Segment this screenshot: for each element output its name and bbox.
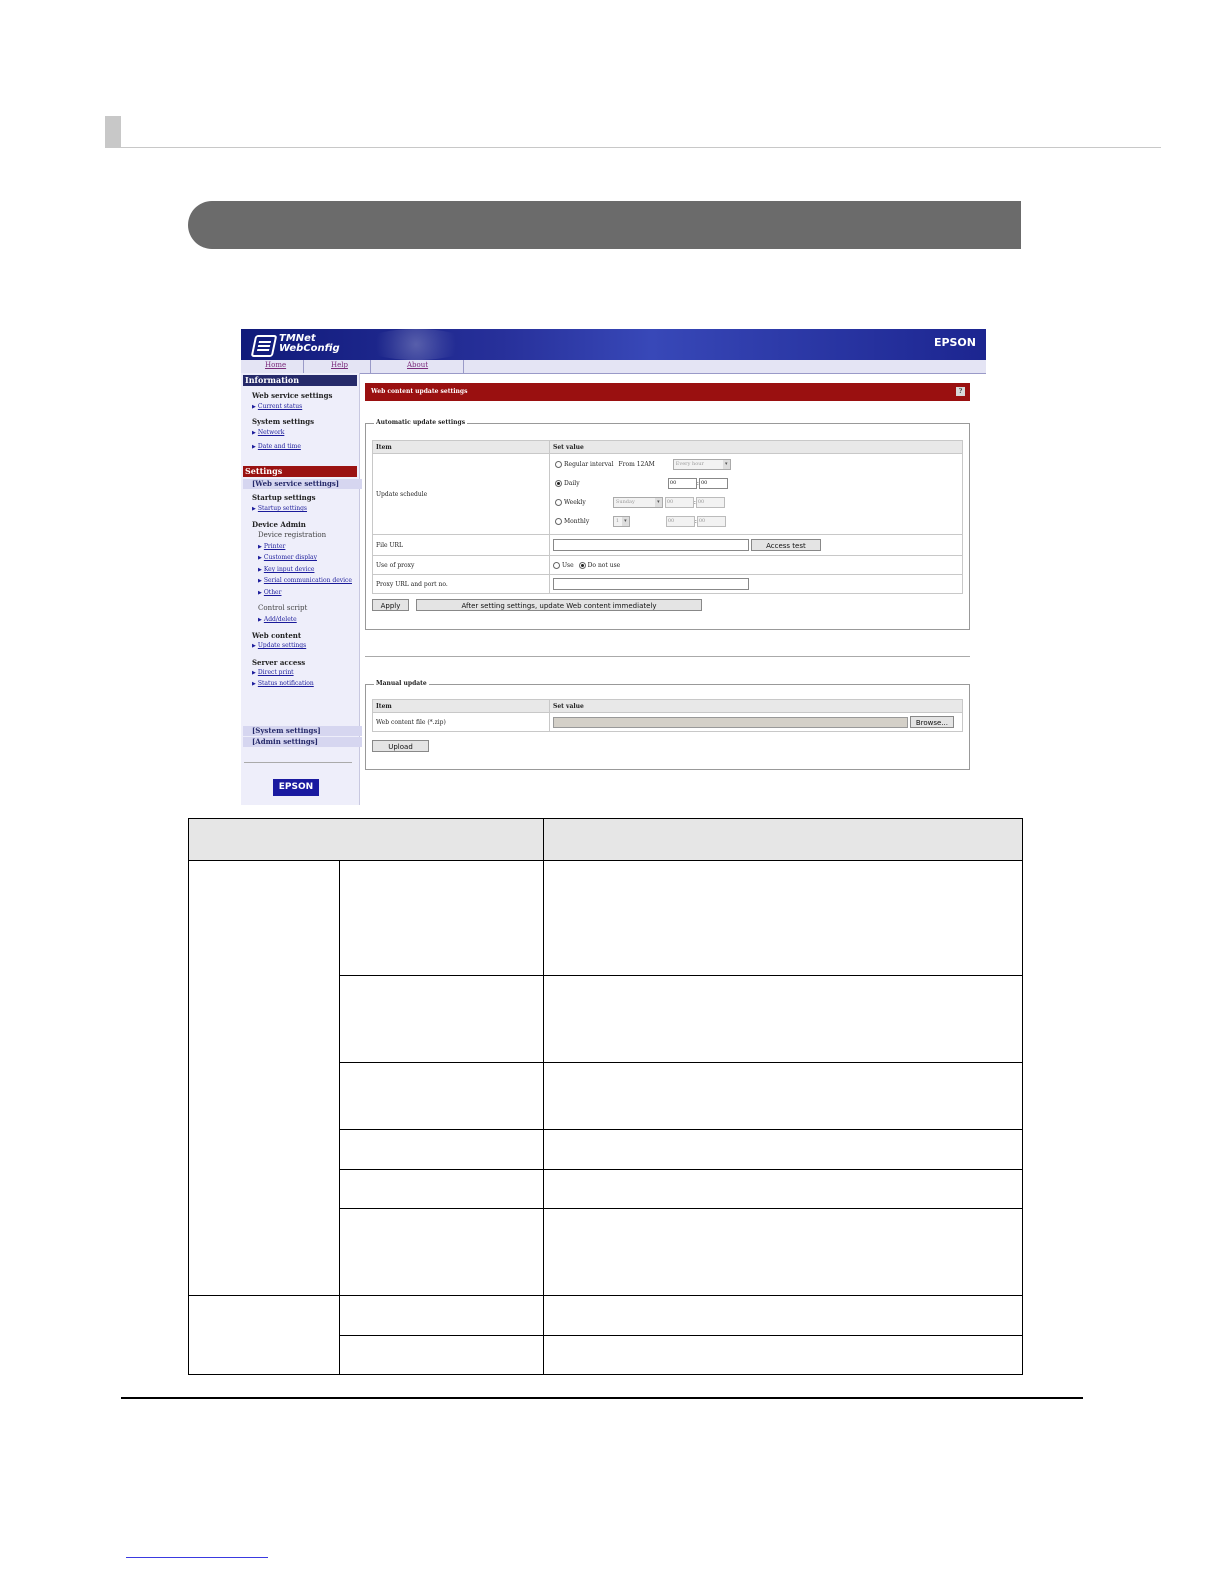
monthly-hour-input[interactable]: 00	[666, 516, 695, 527]
description-row-divider	[339, 1062, 1022, 1063]
sidebar-system-settings-sub[interactable]: [System settings]	[243, 726, 362, 736]
time-separator: :	[694, 518, 697, 525]
automatic-update-legend: Automatic update settings	[376, 419, 466, 426]
from-label: From 12AM	[618, 461, 655, 468]
web-content-file-input[interactable]	[553, 717, 908, 728]
nav-about-link[interactable]: About	[407, 361, 429, 369]
weekly-radio[interactable]	[555, 499, 562, 506]
proxy-use-radio[interactable]	[553, 562, 560, 569]
sidebar-settings-header: Settings	[243, 466, 357, 477]
sidebar-device-admin-label: Device Admin	[252, 520, 306, 529]
daily-minute-input[interactable]: 00	[699, 478, 728, 489]
regular-interval-label: Regular interval	[564, 461, 614, 468]
weekly-minute-input[interactable]: 00	[696, 497, 725, 508]
sidebar-item-status-notification[interactable]: ▶ Status notification	[252, 680, 314, 687]
sidebar-startup-settings-label: Startup settings	[252, 493, 316, 502]
daily-radio[interactable]	[555, 480, 562, 487]
browse-button[interactable]: Browse...	[910, 716, 954, 728]
web-content-file-cell	[550, 713, 963, 732]
gear-graphic-icon	[361, 329, 471, 360]
sidebar-epson-logo: EPSON	[273, 779, 319, 796]
proxy-url-cell	[550, 575, 963, 594]
proxy-use-label: Use	[562, 561, 574, 569]
sidebar-item-other[interactable]: ▶ Other	[258, 589, 281, 596]
time-separator: :	[696, 480, 699, 487]
update-immediately-button[interactable]: After setting settings, update Web content immediately	[416, 599, 702, 611]
schedule-monthly-row	[555, 516, 726, 528]
sidebar-admin-settings-sub[interactable]: [Admin settings]	[243, 737, 362, 747]
sidebar-item-add-delete[interactable]: ▶ Add/delete	[258, 616, 297, 623]
description-subcolumn-divider	[339, 860, 340, 1374]
schedule-regular-row	[555, 459, 731, 471]
upload-button[interactable]: Upload	[372, 740, 429, 752]
nav-separator	[370, 360, 371, 373]
panel-title: Web content update settings	[371, 388, 468, 395]
daily-hour-input[interactable]: 00	[668, 478, 697, 489]
update-schedule-label: Update schedule	[373, 454, 550, 535]
description-column-divider	[543, 819, 544, 1374]
web-content-file-label: Web content file (*.zip)	[373, 713, 550, 732]
chapter-header-marker	[105, 116, 121, 148]
webconfig-banner	[241, 329, 986, 361]
update-schedule-cell	[550, 454, 963, 535]
chapter-header-rule	[105, 147, 1161, 148]
monthly-radio[interactable]	[555, 518, 562, 525]
column-header-item: Item	[373, 700, 550, 713]
app-name-line2: WebConfig	[279, 343, 340, 354]
day-of-month-select[interactable]: 1 ▾	[613, 516, 630, 527]
app-name	[279, 334, 349, 354]
sidebar-item-current-status[interactable]: ▶ Current status	[252, 403, 302, 410]
sidebar-item-update-settings[interactable]: ▶ Update settings	[252, 642, 306, 649]
proxy-url-label: Proxy URL and port no.	[373, 575, 550, 594]
proxy-do-not-use-radio[interactable]	[579, 562, 586, 569]
brand-logo: EPSON	[933, 336, 976, 349]
help-icon[interactable]: ?	[956, 387, 965, 396]
footer-rule	[121, 1397, 1083, 1399]
sidebar-web-content-label: Web content	[252, 631, 302, 640]
sidebar-item-customer-display[interactable]: ▶ Customer display	[258, 554, 317, 561]
daily-label: Daily	[564, 480, 580, 487]
sidebar-item-network[interactable]: ▶ Network	[252, 429, 284, 436]
sidebar	[241, 373, 360, 805]
sidebar-server-access-label: Server access	[252, 658, 306, 667]
automatic-update-table	[372, 440, 963, 594]
nav-help-link[interactable]: Help	[331, 361, 348, 369]
description-row-divider	[339, 1335, 1022, 1336]
sidebar-web-service-settings-sub[interactable]: [Web service settings]	[243, 479, 362, 489]
interval-select[interactable]: Every hour ▾	[673, 459, 731, 470]
sidebar-device-registration-label: Device registration	[258, 531, 327, 539]
description-row-divider	[339, 1169, 1022, 1170]
footer-link-underline	[126, 1557, 268, 1558]
monthly-label: Monthly	[564, 518, 590, 525]
tmnet-logo-icon	[251, 335, 278, 357]
nav-home-link[interactable]: Home	[265, 361, 287, 369]
time-separator: :	[693, 499, 696, 506]
sidebar-item-date-time[interactable]: ▶ Date and time	[252, 443, 301, 450]
apply-button[interactable]: Apply	[372, 599, 409, 611]
sidebar-item-key-input-device[interactable]: ▶ Key input device	[258, 566, 314, 573]
proxy-do-not-use-label: Do not use	[587, 561, 621, 569]
section-heading-bar	[188, 201, 1021, 249]
nav-separator	[463, 360, 464, 373]
weekly-label: Weekly	[564, 499, 586, 506]
sidebar-web-service-settings-label: Web service settings	[252, 391, 333, 400]
schedule-weekly-row	[555, 497, 725, 509]
sidebar-item-direct-print[interactable]: ▶ Direct print	[252, 669, 294, 676]
access-test-button[interactable]: Access test	[751, 539, 821, 551]
automatic-update-fieldset	[365, 419, 970, 630]
description-row-divider	[339, 975, 1022, 976]
description-group-divider	[189, 1295, 1022, 1296]
column-header-set-value: Set value	[550, 700, 963, 713]
sidebar-control-script-label: Control script	[258, 604, 308, 612]
file-url-label: File URL	[373, 535, 550, 556]
description-row-divider	[339, 1129, 1022, 1130]
proxy-url-input[interactable]	[553, 578, 749, 590]
description-table-header	[189, 819, 1022, 861]
top-navigation	[241, 360, 986, 374]
file-url-cell	[550, 535, 963, 556]
description-row-divider	[339, 1208, 1022, 1209]
nav-separator	[303, 360, 304, 373]
weekday-select[interactable]: Sunday ▾	[613, 497, 663, 508]
manual-update-legend: Manual update	[376, 680, 427, 687]
use-of-proxy-label: Use of proxy	[373, 556, 550, 575]
manual-update-table	[372, 699, 963, 732]
schedule-daily-row	[555, 478, 728, 490]
section-divider	[365, 656, 970, 657]
weekly-hour-input[interactable]: 00	[665, 497, 694, 508]
file-url-input[interactable]	[553, 539, 749, 551]
column-header-set-value: Set value	[550, 441, 963, 454]
sidebar-item-serial-communication-device[interactable]: ▶ Serial communication device	[258, 577, 352, 584]
use-of-proxy-cell	[550, 556, 963, 575]
sidebar-item-printer[interactable]: ▶ Printer	[258, 543, 285, 550]
regular-interval-radio[interactable]	[555, 461, 562, 468]
panel-title-bar	[365, 383, 970, 401]
monthly-minute-input[interactable]: 00	[697, 516, 726, 527]
column-header-item: Item	[373, 441, 550, 454]
sidebar-divider	[244, 762, 352, 763]
sidebar-system-settings-label: System settings	[252, 417, 315, 426]
description-table	[188, 818, 1023, 1375]
app-name-line1: TMNet	[279, 333, 316, 344]
webconfig-screenshot	[241, 329, 986, 805]
manual-update-fieldset	[365, 680, 970, 770]
sidebar-information-header: Information	[243, 375, 357, 386]
sidebar-item-startup-settings[interactable]: ▶ Startup settings	[252, 505, 307, 512]
